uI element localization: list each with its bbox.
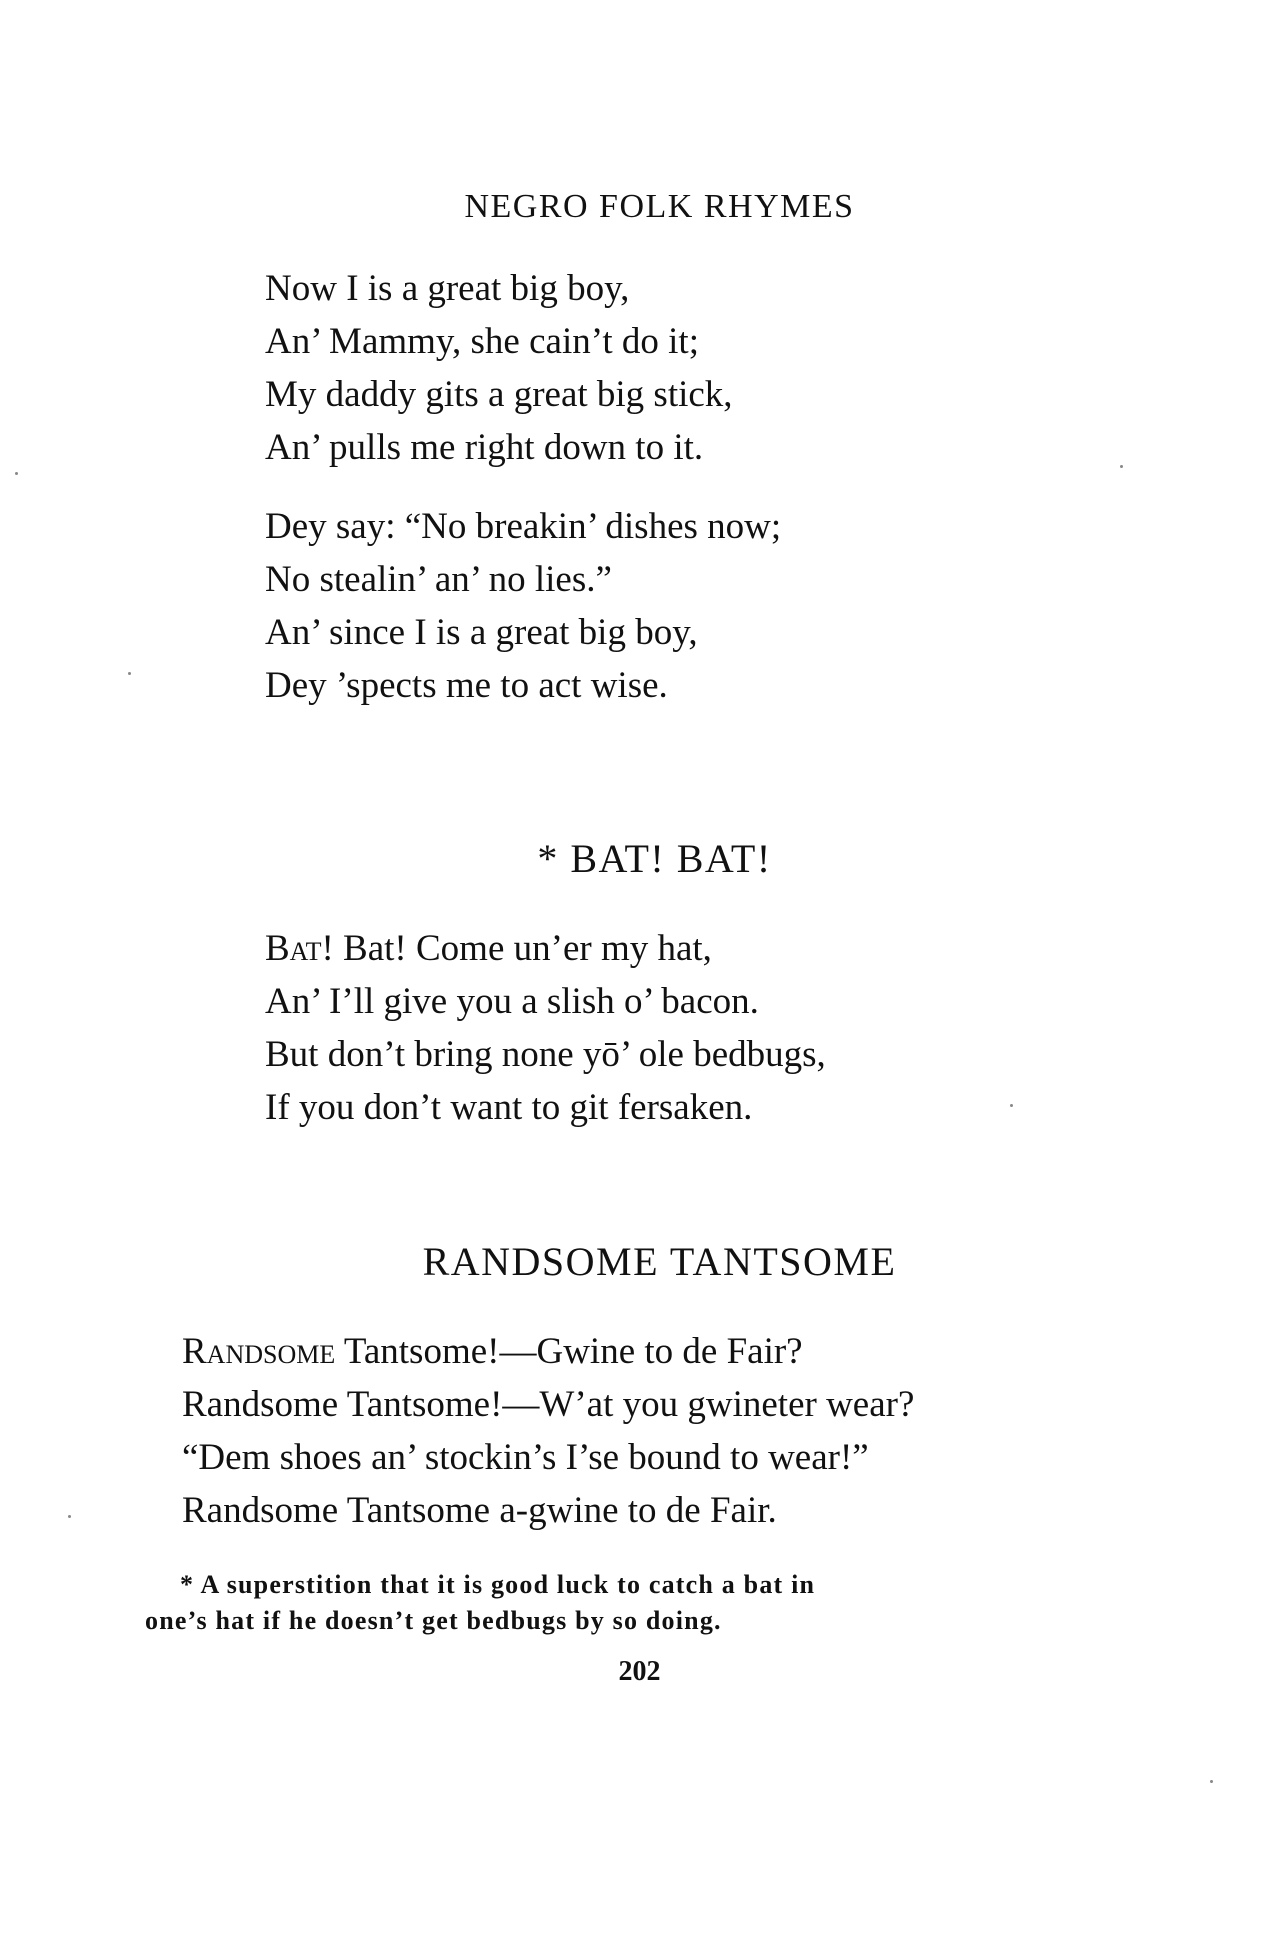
randsome-title: RANDSOME TANTSOME — [422, 1239, 897, 1284]
verse-line: My daddy gits a great big stick, — [265, 374, 733, 415]
scan-speck — [1210, 1780, 1213, 1783]
lead-word: Randsome — [182, 1331, 336, 1372]
scan-speck — [15, 472, 18, 475]
verse-line: An’ pulls me right down to it. — [265, 427, 704, 468]
verse-line: But don’t bring none yō’ ole bedbugs, — [265, 1034, 826, 1075]
line-rest: Tantsome!—Gwine to de Fair? — [335, 1331, 803, 1372]
verse-line: Randsome Tantsome a-gwine to de Fair. — [182, 1490, 777, 1531]
verse-line: An’ since I is a great big boy, — [265, 612, 698, 653]
poem-randsome-tantsome — [182, 1325, 914, 1537]
scan-speck — [128, 672, 131, 675]
stanza-1 — [265, 262, 781, 474]
bat-title: * BAT! BAT! — [537, 836, 772, 881]
scan-speck — [68, 1515, 71, 1518]
footnote-line: * A superstition that it is good luck to catch a bat in — [180, 1570, 816, 1599]
running-head: NEGRO FOLK RHYMES — [464, 188, 855, 225]
verse-line: Now I is a great big boy, — [265, 268, 630, 309]
scan-speck — [1010, 1104, 1013, 1107]
verse-line: An’ I’ll give you a slish o’ bacon. — [265, 981, 759, 1022]
verse-line: Dey ’spects me to act wise. — [265, 665, 668, 706]
footnote-line: one’s hat if he doesn’t get bedbugs by so doing. — [145, 1606, 722, 1635]
line-rest: ! Bat! Come un’er my hat, — [321, 928, 712, 969]
verse-line: No stealin’ an’ no lies.” — [265, 559, 612, 600]
verse-line: “Dem shoes an’ stockin’s I’se bound to wear!” — [182, 1437, 869, 1478]
scan-speck — [1120, 465, 1123, 468]
lead-word: Bat — [265, 928, 322, 969]
verse-line: If you don’t want to git fersaken. — [265, 1087, 753, 1128]
footnote — [145, 1567, 1045, 1639]
poem-great-big-boy — [265, 262, 781, 738]
verse-line — [182, 1325, 914, 1378]
stanza-2 — [265, 500, 781, 712]
verse-line: Dey say: “No breakin’ dishes now; — [265, 506, 782, 547]
poem-bat-bat — [265, 922, 826, 1134]
verse-line: Randsome Tantsome!—W’at you gwineter wear? — [182, 1384, 915, 1425]
verse-line — [265, 922, 826, 975]
page-number: 202 — [618, 1656, 661, 1687]
verse-line: An’ Mammy, she cain’t do it; — [265, 321, 699, 362]
